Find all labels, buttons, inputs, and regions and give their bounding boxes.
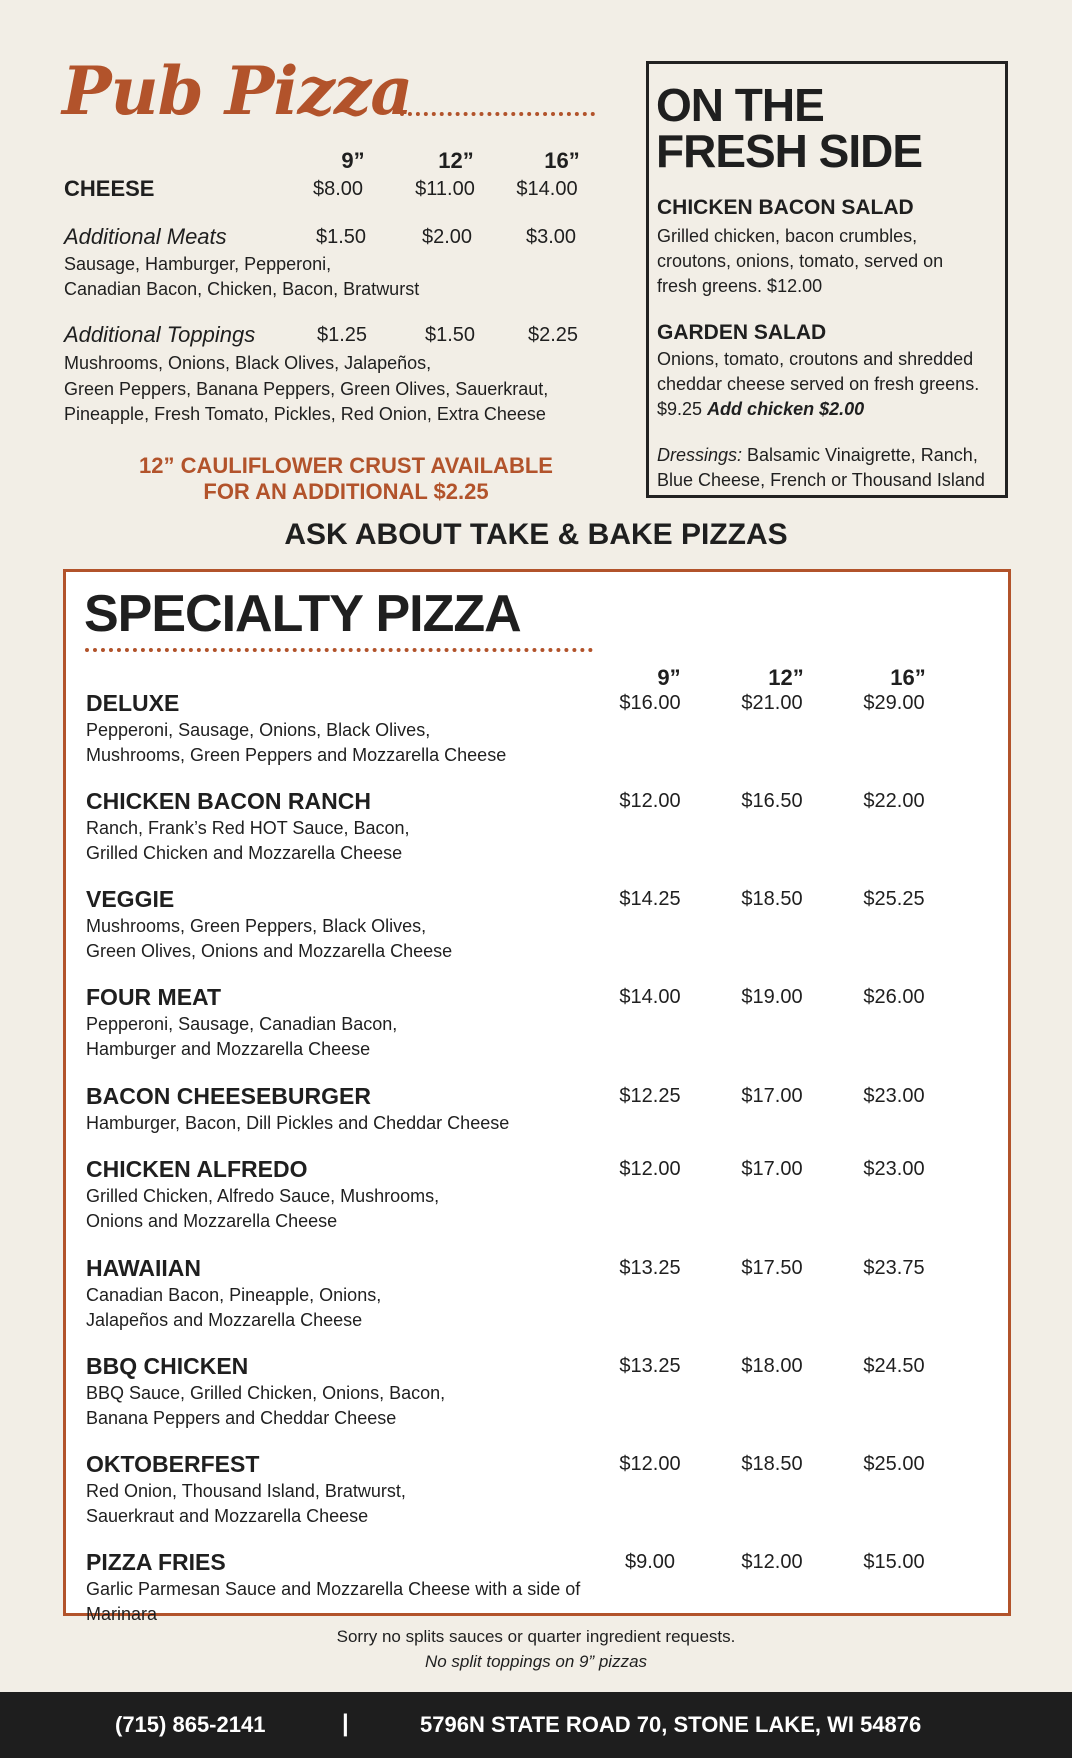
chicken-bacon-salad-name: CHICKEN BACON SALAD (657, 196, 914, 219)
toppings-desc-1: Mushrooms, Onions, Black Olives, Jalapeños, (64, 353, 432, 373)
garden-salad-desc-1: Onions, tomato, croutons and shredded (657, 349, 974, 369)
meats-price-12: $2.00 (421, 226, 473, 248)
specialty-pizza-row (86, 1549, 986, 1629)
pizza-price-16: $25.25 (863, 888, 925, 910)
dressings-note (657, 443, 1002, 493)
cheese-label: CHEESE (64, 176, 155, 201)
pizza-description-line: Hamburger and Mozzarella Cheese (86, 1039, 371, 1059)
meats-price-16: $3.00 (525, 226, 577, 248)
specialty-size-12-header: 12” (768, 665, 804, 690)
pizza-description-line: Pepperoni, Sausage, Canadian Bacon, (86, 1014, 398, 1034)
pizza-price-9: $12.00 (619, 1158, 681, 1180)
pizza-price-12: $18.00 (741, 1355, 803, 1377)
toppings-desc-2: Green Peppers, Banana Peppers, Green Olives, Sauerkraut, (64, 379, 549, 399)
pizza-price-16: $23.00 (863, 1085, 925, 1107)
pub-pizza-title: Pub Pizza (62, 52, 413, 130)
specialty-pizza-row (86, 984, 986, 1064)
cheese-price-16: $14.00 (516, 178, 578, 200)
size-16-header: 16” (544, 148, 580, 173)
dressings-label: Dressings: (657, 445, 743, 465)
pizza-price-9: $12.00 (619, 1453, 681, 1475)
footer-bar (0, 1692, 1072, 1758)
cauliflower-line-1: 12” CAULIFLOWER CRUST AVAILABLE (139, 453, 553, 478)
pizza-description-line: Mushrooms, Green Peppers and Mozzarella Cheese (86, 745, 507, 765)
pizza-description (86, 1479, 646, 1529)
specialty-pizza-title: SPECIALTY PIZZA (84, 585, 521, 643)
size-12-header: 12” (438, 148, 474, 173)
specialty-pizza-row (86, 788, 986, 868)
pizza-description-line: Canadian Bacon, Pineapple, Onions, (86, 1285, 382, 1305)
pizza-price-16: $22.00 (863, 790, 925, 812)
pizza-price-9: $9.00 (624, 1551, 676, 1573)
toppings-price-12: $1.50 (424, 324, 476, 346)
meats-desc-2: Canadian Bacon, Chicken, Bacon, Bratwurst (64, 279, 420, 299)
pizza-description-line: Grilled Chicken, Alfredo Sauce, Mushrooms, (86, 1186, 440, 1206)
pizza-description-line: Sauerkraut and Mozzarella Cheese (86, 1506, 369, 1526)
cauliflower-crust-note (60, 453, 632, 505)
pizza-price-16: $23.75 (863, 1257, 925, 1279)
pizza-description-line: Pepperoni, Sausage, Onions, Black Olives, (86, 720, 431, 740)
size-9-header: 9” (341, 148, 365, 173)
pizza-description-line: Mushrooms, Green Peppers, Black Olives, (86, 916, 427, 936)
pizza-name: FOUR MEAT (86, 984, 222, 1010)
pizza-description (86, 1111, 646, 1136)
pizza-price-9: $14.25 (619, 888, 681, 910)
pizza-description (86, 1283, 646, 1333)
dressings-line-1 (657, 443, 1002, 468)
pizza-description-line: Garlic Parmesan Sauce and Mozzarella Cheese with a side of Marinara (86, 1579, 581, 1624)
pizza-price-9: $12.25 (619, 1085, 681, 1107)
pizza-description-line: Green Olives, Onions and Mozzarella Cheese (86, 941, 453, 961)
pizza-description (86, 914, 646, 964)
specialty-pizza-row (86, 1353, 986, 1433)
pizza-description-line: Ranch, Frank’s Red HOT Sauce, Bacon, (86, 818, 410, 838)
garden-salad-desc-2: cheddar cheese served on fresh greens. (657, 374, 980, 394)
pizza-name: CHICKEN BACON RANCH (86, 788, 371, 814)
pizza-description-line: Hamburger, Bacon, Dill Pickles and Cheddar Cheese (86, 1113, 510, 1133)
footnote-line-2: No split toppings on 9” pizzas (424, 1652, 648, 1671)
pizza-description (86, 1577, 646, 1627)
chicken-salad-desc-1: Grilled chicken, bacon crumbles, (657, 226, 918, 246)
pizza-description (86, 816, 646, 866)
add-chicken-note: Add chicken $2.00 (707, 399, 865, 419)
footnote (0, 1624, 1072, 1674)
pizza-name: PIZZA FRIES (86, 1549, 226, 1575)
fresh-title-line-2: FRESH SIDE (656, 125, 923, 177)
meats-price-9: $1.50 (315, 226, 367, 248)
pizza-price-12: $18.50 (741, 888, 803, 910)
garden-salad-price: $9.25 (657, 399, 703, 419)
pizza-price-9: $12.00 (619, 790, 681, 812)
garden-salad-name: GARDEN SALAD (657, 321, 827, 344)
specialty-pizza-row (86, 1451, 986, 1531)
pizza-description (86, 718, 646, 768)
pizza-description (86, 1184, 646, 1234)
cheese-price-12: $11.00 (415, 178, 475, 200)
pizza-description-line: Red Onion, Thousand Island, Bratwurst, (86, 1481, 406, 1501)
pizza-description-line: Jalapeños and Mozzarella Cheese (86, 1310, 363, 1330)
specialty-pizza-row (86, 886, 986, 966)
toppings-price-9: $1.25 (316, 324, 368, 346)
footer-separator: | (342, 1710, 349, 1737)
pizza-name: BACON CHEESEBURGER (86, 1083, 371, 1109)
specialty-pizza-row (86, 1255, 986, 1335)
pizza-description-line: BBQ Sauce, Grilled Chicken, Onions, Bacon, (86, 1383, 446, 1403)
pizza-description-line: Grilled Chicken and Mozzarella Cheese (86, 843, 403, 863)
pizza-price-12: $17.00 (741, 1158, 803, 1180)
specialty-dotted-leader (85, 648, 593, 652)
toppings-price-16: $2.25 (527, 324, 579, 346)
address: 5796N STATE ROAD 70, STONE LAKE, WI 54876 (420, 1712, 922, 1737)
dressings-list-1: Balsamic Vinaigrette, Ranch, (742, 445, 978, 465)
take-bake-banner: ASK ABOUT TAKE & BAKE PIZZAS (284, 518, 788, 551)
additional-meats-label: Additional Meats (64, 224, 227, 249)
pizza-name: CHICKEN ALFREDO (86, 1156, 308, 1182)
pizza-price-9: $14.00 (619, 986, 681, 1008)
phone-number[interactable]: (715) 865-2141 (115, 1712, 266, 1737)
pizza-price-16: $24.50 (863, 1355, 925, 1377)
pizza-price-12: $17.00 (741, 1085, 803, 1107)
pizza-price-12: $16.50 (741, 790, 803, 812)
pizza-price-9: $16.00 (619, 692, 681, 714)
footnote-line-1: Sorry no splits sauces or quarter ingredient requests. (336, 1627, 736, 1646)
garden-salad-desc-3 (657, 397, 1002, 422)
chicken-salad-desc-3: fresh greens. $12.00 (657, 276, 823, 296)
chicken-bacon-salad-desc (657, 224, 1002, 299)
pizza-name: BBQ CHICKEN (86, 1353, 249, 1379)
specialty-pizza-row (86, 1083, 986, 1163)
pizza-price-16: $26.00 (863, 986, 925, 1008)
pizza-price-16: $29.00 (863, 692, 925, 714)
cauliflower-line-2: FOR AN ADDITIONAL $2.25 (203, 479, 489, 504)
specialty-size-9-header: 9” (657, 665, 681, 690)
title-dotted-leader (400, 112, 595, 116)
specialty-pizza-row (86, 690, 986, 770)
fresh-title-line-1: ON THE (656, 79, 824, 131)
pizza-description-line: Onions and Mozzarella Cheese (86, 1211, 338, 1231)
pizza-name: HAWAIIAN (86, 1255, 201, 1281)
cheese-price-9: $8.00 (312, 178, 364, 200)
pizza-price-12: $21.00 (741, 692, 803, 714)
pizza-name: VEGGIE (86, 886, 175, 912)
pizza-name: OKTOBERFEST (86, 1451, 260, 1477)
pizza-price-9: $13.25 (619, 1355, 681, 1377)
pizza-price-12: $18.50 (741, 1453, 803, 1475)
pizza-price-9: $13.25 (619, 1257, 681, 1279)
pizza-price-12: $19.00 (741, 986, 803, 1008)
pizza-description (86, 1012, 646, 1062)
garden-salad-desc (657, 347, 1002, 422)
pizza-price-12: $17.50 (741, 1257, 803, 1279)
pizza-price-16: $25.00 (863, 1453, 925, 1475)
meats-desc-1: Sausage, Hamburger, Pepperoni, (64, 254, 332, 274)
chicken-salad-desc-2: croutons, onions, tomato, served on (657, 251, 944, 271)
specialty-pizza-row (86, 1156, 986, 1236)
pizza-description-line: Banana Peppers and Cheddar Cheese (86, 1408, 397, 1428)
pizza-price-12: $12.00 (741, 1551, 803, 1573)
pizza-name: DELUXE (86, 690, 180, 716)
pizza-price-16: $23.00 (863, 1158, 925, 1180)
pizza-price-16: $15.00 (863, 1551, 925, 1573)
fresh-side-title (656, 79, 996, 177)
toppings-desc-3: Pineapple, Fresh Tomato, Pickles, Red Onion, Extra Cheese (64, 404, 546, 424)
dressings-list-2: Blue Cheese, French or Thousand Island (657, 470, 985, 490)
specialty-size-16-header: 16” (890, 665, 926, 690)
additional-toppings-label: Additional Toppings (64, 322, 256, 347)
pizza-description (86, 1381, 646, 1431)
